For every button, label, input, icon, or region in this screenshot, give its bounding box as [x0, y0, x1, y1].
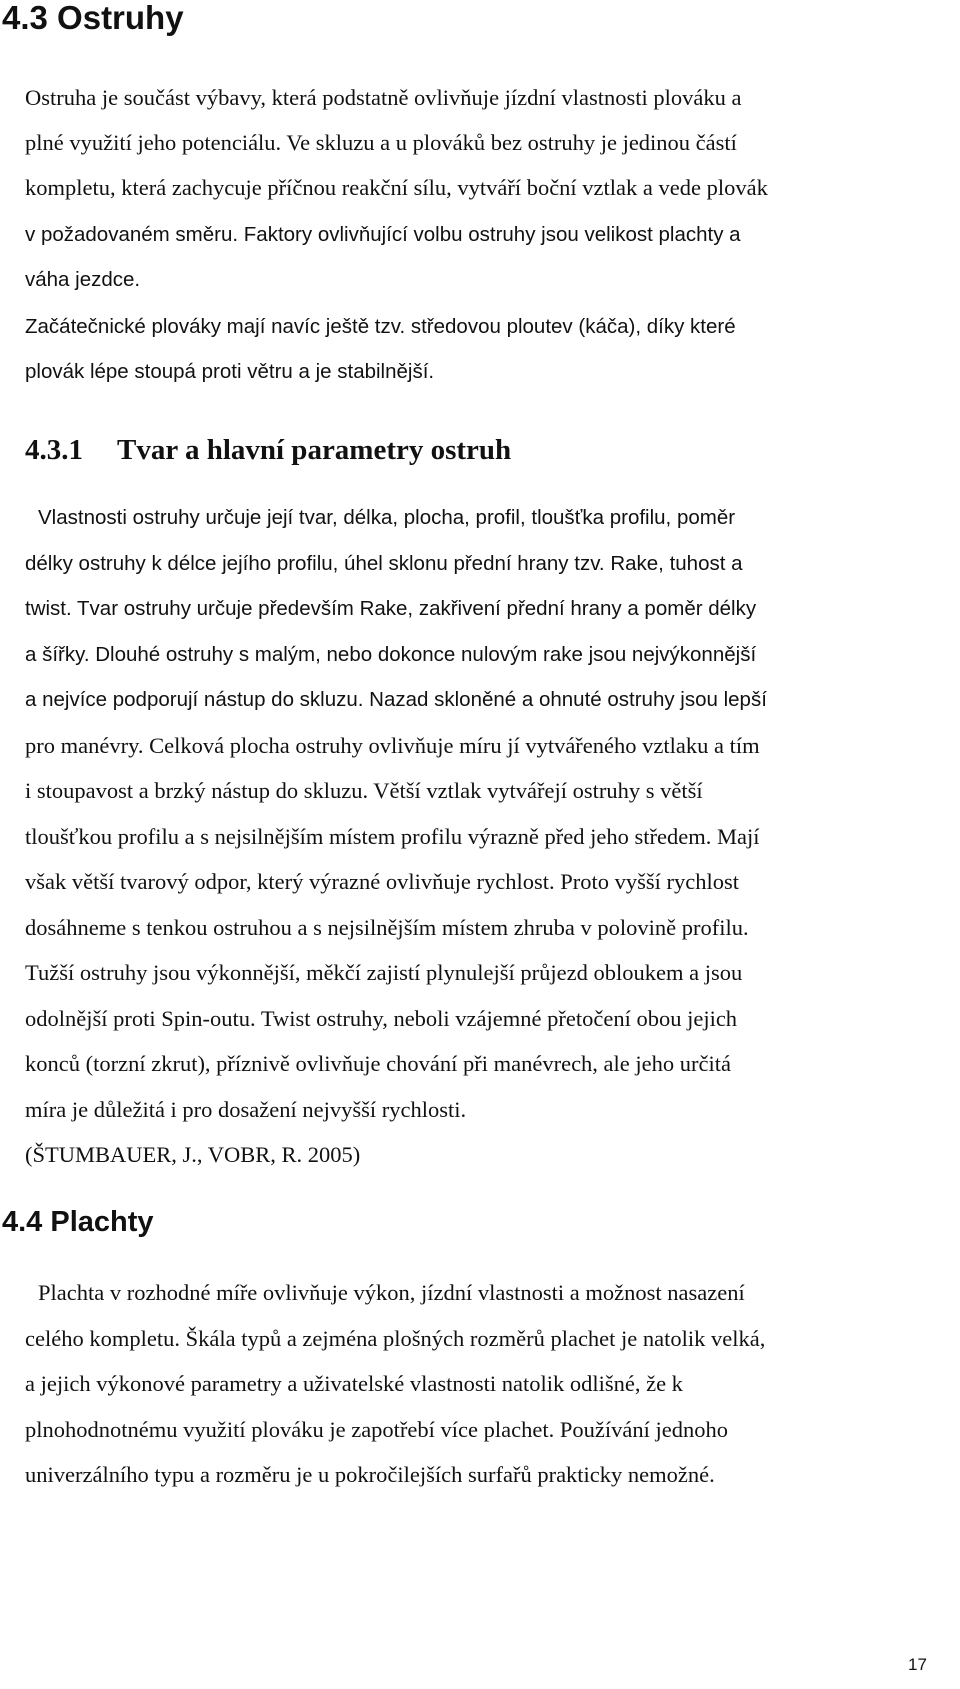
- text-line: tloušťkou profilu a s nejsilnějším místem profilu výrazně před jeho středem. Mají: [25, 824, 760, 849]
- text-line: v požadovaném směru. Faktory ovlivňující volbu ostruhy jsou velikost plachty a: [25, 223, 741, 246]
- text-line: i stoupavost a brzký nástup do skluzu. Větší vztlak vytvářejí ostruhy s větší: [25, 778, 703, 803]
- subsection-title: Tvar a hlavní parametry ostruh: [117, 434, 512, 466]
- page-number: 17: [908, 1655, 927, 1674]
- subsection-number: 4.3.1: [25, 434, 83, 466]
- text-line: twist. Tvar ostruhy určuje především Rake, zakřivení přední hrany a poměr délky: [25, 597, 757, 620]
- text-line: Ostruha je součást výbavy, která podstatně ovlivňuje jízdní vlastnosti plováku a: [25, 85, 742, 110]
- text-line: a jejich výkonové parametry a uživatelské vlastnosti natolik odlišné, že k: [25, 1371, 683, 1396]
- subsection-heading-4-3-1: [25, 432, 511, 468]
- text-line: a šířky. Dlouhé ostruhy s malým, nebo dokonce nulovým rake jsou nejvýkonnější: [25, 643, 757, 666]
- section-heading-4-3: 4.3 Ostruhy: [2, 0, 184, 36]
- text-line: odolnější proti Spin-outu. Twist ostruhy, neboli vzájemné přetočení obou jejich: [25, 1006, 738, 1031]
- text-line: univerzálního typu a rozměru je u pokročilejších surfařů prakticky nemožné.: [25, 1462, 715, 1487]
- text-line: plovák lépe stoupá proti větru a je stabilnější.: [25, 360, 435, 383]
- text-line: a nejvíce podporují nástup do skluzu. Nazad skloněné a ohnuté ostruhy jsou lepší: [25, 688, 767, 711]
- text-line: Tužší ostruhy jsou výkonnější, měkčí zajistí plynulejší průjezd obloukem a jsou: [25, 960, 743, 985]
- text-line: však větší tvarový odpor, který výrazné ovlivňuje rychlost. Proto vyšší rychlost: [25, 869, 739, 894]
- text-line: délky ostruhy k délce jejího profilu, úhel sklonu přední hrany tzv. Rake, tuhost a: [25, 552, 743, 575]
- citation: (ŠTUMBAUER, J., VOBR, R. 2005): [25, 1142, 361, 1167]
- text-line: pro manévry. Celková plocha ostruhy ovlivňuje míru jí vytvářeného vztlaku a tím: [25, 733, 760, 758]
- text-line: Plachta v rozhodné míře ovlivňuje výkon, jízdní vlastnosti a možnost nasazení: [38, 1280, 745, 1305]
- text-line: plné využití jeho potenciálu. Ve skluzu a u plováků bez ostruhy je jedinou částí: [25, 130, 737, 155]
- text-line: Začátečnické plováky mají navíc ještě tzv. středovou ploutev (káča), díky které: [25, 315, 736, 338]
- text-line: celého kompletu. Škála typů a zejména plošných rozměrů plachet je natolik velká,: [25, 1326, 766, 1351]
- text-line: dosáhneme s tenkou ostruhou a s nejsilnějším místem zhruba v polovině profilu.: [25, 915, 749, 940]
- text-line: kompletu, která zachycuje příčnou reakční sílu, vytváří boční vztlak a vede plovák: [25, 175, 768, 200]
- section-heading-4-4: 4.4 Plachty: [2, 1206, 154, 1238]
- text-line: váha jezdce.: [25, 268, 141, 291]
- text-line: míra je důležitá i pro dosažení nejvyšší rychlosti.: [25, 1097, 467, 1122]
- text-line: konců (torzní zkrut), příznivě ovlivňuje chování při manévrech, ale jeho určitá: [25, 1051, 731, 1076]
- text-line: plnohodnotnému využití plováku je zapotřebí více plachet. Používání jednoho: [25, 1417, 728, 1442]
- text-line: Vlastnosti ostruhy určuje její tvar, délka, plocha, profil, tloušťka profilu, poměr: [38, 506, 736, 529]
